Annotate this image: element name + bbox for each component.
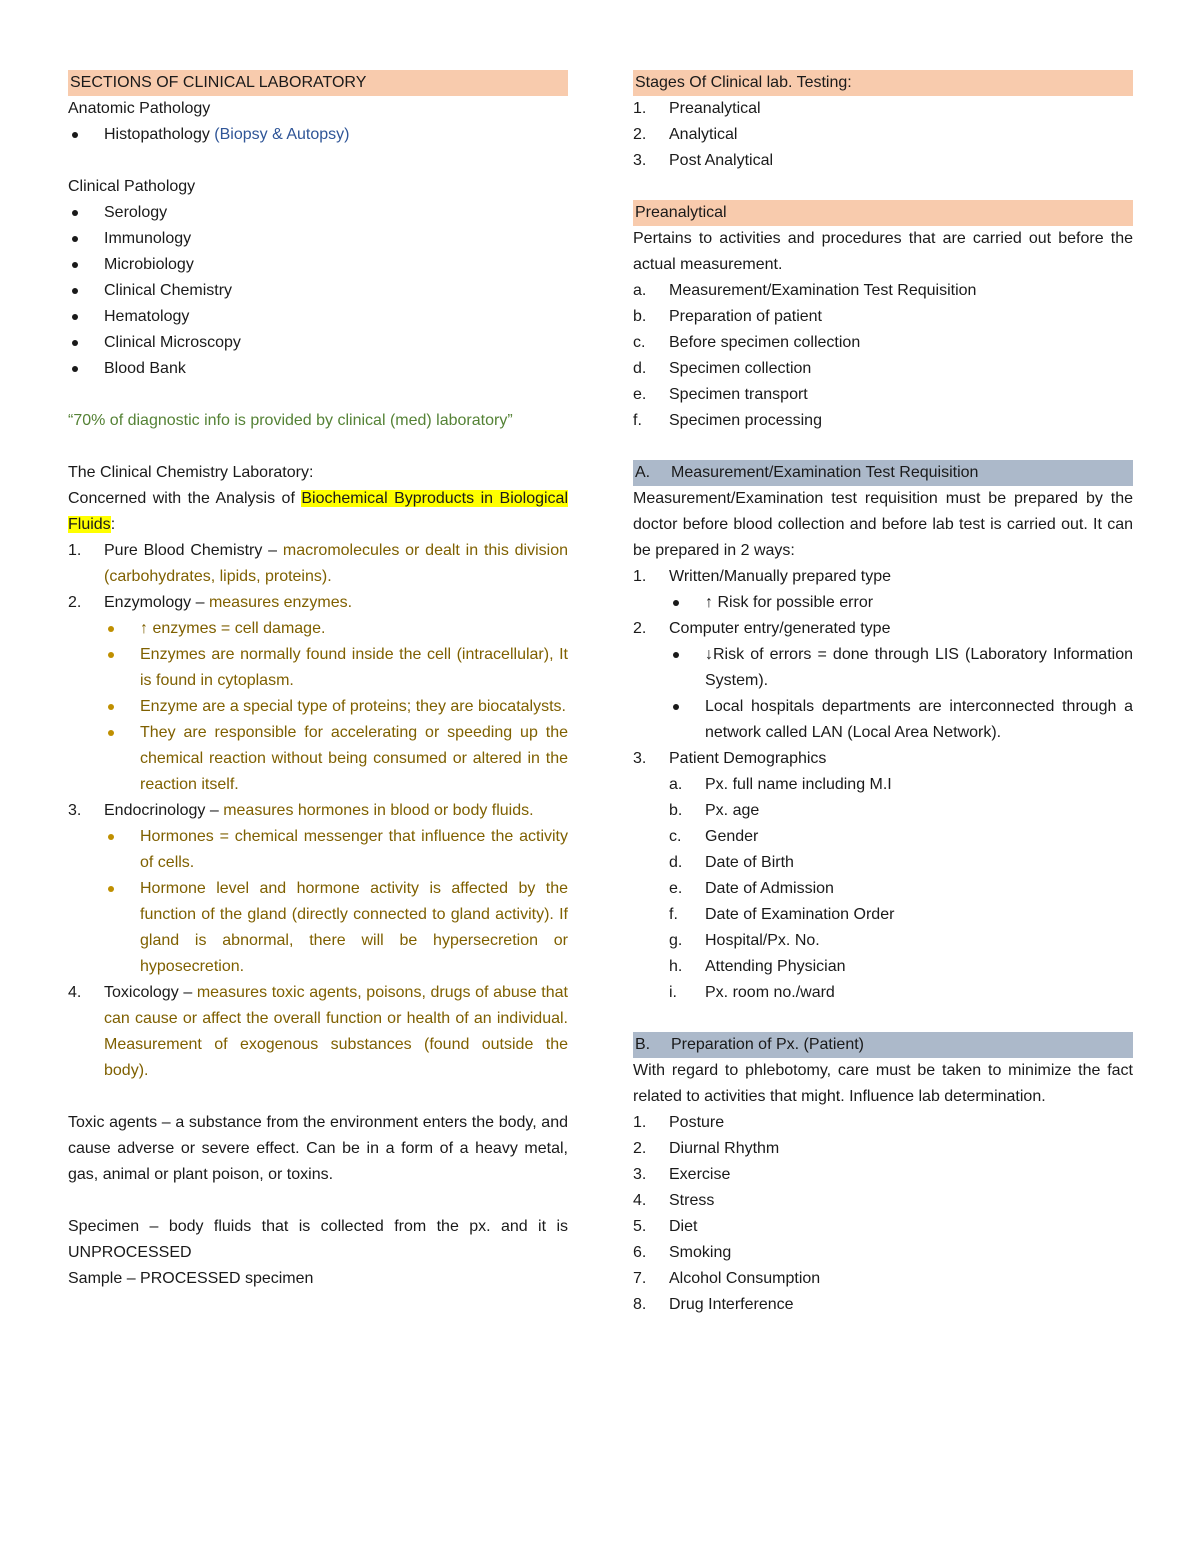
list-item: [633, 122, 1133, 148]
list-item-text: Stress: [669, 1192, 715, 1209]
list-item: [633, 382, 1133, 408]
list-item-text: Patient Demographics: [669, 750, 827, 767]
sub-bullet: [104, 876, 568, 980]
bullet-icon: [108, 652, 114, 658]
sample-definition: Sample – PROCESSED specimen: [68, 1270, 314, 1287]
list-item-text: Hospital/Px. No.: [705, 932, 820, 949]
item-number: f.: [633, 412, 642, 429]
item-number: 1.: [633, 568, 647, 585]
list-item-text: Preparation of patient: [669, 308, 822, 325]
list-item: [669, 928, 1133, 954]
list-item: [633, 1292, 1133, 1318]
list-item-text: Immunology: [104, 230, 192, 247]
item-number: 1.: [633, 100, 647, 117]
sections-heading: SECTIONS OF CLINICAL LABORATORY: [68, 70, 568, 96]
bullet-icon: [108, 626, 114, 632]
list-item: [669, 772, 1133, 798]
bullet-icon: [673, 704, 679, 710]
item-number: 3.: [68, 802, 82, 819]
bullet-icon: [72, 262, 78, 268]
histopathology-item: [68, 122, 568, 148]
list-item: [669, 902, 1133, 928]
histopathology-paren: (Biopsy & Autopsy): [214, 126, 350, 143]
diagnostic-quote: “70% of diagnostic info is provided by clinical (med) laboratory”: [68, 412, 513, 429]
item-number: 3.: [633, 1166, 647, 1183]
list-item-text: Hematology: [104, 308, 190, 325]
sub-bullet-text: ↑ Risk for possible error: [705, 594, 874, 611]
numbered-item-3: [68, 798, 568, 824]
item-number: a.: [669, 776, 683, 793]
sub-bullet: [669, 590, 1133, 616]
sub-bullet: [669, 694, 1133, 746]
sub-bullet: [104, 824, 568, 876]
item-number: f.: [669, 906, 678, 923]
sub-bullet-text: Enzymes are normally found inside the cell (intracellular), It is found in cytoplasm.: [140, 646, 568, 689]
item-number: b.: [633, 308, 647, 325]
item-desc: measures enzymes.: [208, 594, 353, 611]
preparation-heading: [633, 1032, 1133, 1058]
list-item-text: Serology: [104, 204, 168, 221]
list-item-text: Specimen collection: [669, 360, 812, 377]
item-name: Endocrinology –: [104, 802, 224, 819]
item-desc: measures hormones in blood or body fluids.: [223, 802, 534, 819]
sub-bullet: [104, 616, 568, 642]
list-item-text: Measurement/Examination Test Requisition: [669, 282, 977, 299]
numbered-item: [633, 616, 1133, 642]
item-number: e.: [633, 386, 647, 403]
item-number: 7.: [633, 1270, 647, 1287]
item-number: 4.: [68, 984, 82, 1001]
list-item-text: Clinical Microscopy: [104, 334, 241, 351]
item-number: c.: [669, 828, 682, 845]
item-number: i.: [669, 984, 677, 1001]
item-number: e.: [669, 880, 683, 897]
right-column: [633, 70, 1133, 1318]
highlighted-text: Biochemical Byproducts in Biological Fluids: [68, 490, 568, 533]
sub-bullet-text: ↓Risk of errors = done through LIS (Laboratory Information System).: [705, 646, 1133, 689]
list-item-text: Date of Examination Order: [705, 906, 895, 923]
sub-bullet: [104, 694, 568, 720]
bullet-icon: [72, 132, 78, 138]
stages-heading: Stages Of Clinical lab. Testing:: [633, 70, 1133, 96]
list-item: [633, 1188, 1133, 1214]
item-number: 2.: [633, 1140, 647, 1157]
list-item-text: Computer entry/generated type: [669, 620, 891, 637]
item-number: 3.: [633, 152, 647, 169]
list-item: [633, 148, 1133, 174]
item-number: c.: [633, 334, 646, 351]
list-item-text: Smoking: [669, 1244, 732, 1261]
sub-bullet-text: Enzyme are a special type of proteins; they are biocatalysts.: [140, 698, 566, 715]
item-number: 3.: [633, 750, 647, 767]
preanalytical-heading: Preanalytical: [633, 200, 1133, 226]
anatomic-pathology-label: Anatomic Pathology: [68, 100, 211, 117]
bullet-icon: [108, 886, 114, 892]
item-name: Enzymology –: [104, 594, 209, 611]
numbered-item: [633, 564, 1133, 590]
list-item: [68, 226, 568, 252]
item-desc: macromolecules or dealt in this division (carbohydrates, lipids, proteins).: [104, 542, 569, 585]
heading-letter: A.: [635, 464, 651, 481]
bullet-icon: [108, 730, 114, 736]
list-item: [633, 96, 1133, 122]
item-name: Pure Blood Chemistry –: [104, 542, 283, 559]
list-item: [68, 200, 568, 226]
concerned-prefix: Concerned with the Analysis of: [68, 490, 302, 507]
item-number: 8.: [633, 1296, 647, 1313]
sub-bullet-text: Hormone level and hormone activity is affected by the function of the gland (directly connected to gland activity). If gland is abnormal, there will be hypersecretion or hyposecretion.: [140, 880, 568, 975]
list-item-text: Attending Physician: [705, 958, 846, 975]
clinical-pathology-label: Clinical Pathology: [68, 178, 196, 195]
sub-bullet-text: Local hospitals departments are interconnected through a network called LAN (Local Area Network).: [705, 698, 1133, 741]
list-item-text: Px. full name including M.I: [705, 776, 892, 793]
list-item: [669, 980, 1133, 1006]
list-item-text: Specimen transport: [669, 386, 808, 403]
list-item: [669, 876, 1133, 902]
list-item-text: Diurnal Rhythm: [669, 1140, 780, 1157]
concerned-suffix: :: [110, 516, 116, 533]
list-item-text: Before specimen collection: [669, 334, 861, 351]
list-item-text: Preanalytical: [669, 100, 761, 117]
sub-bullet-text: ↑ enzymes = cell damage.: [140, 620, 326, 637]
item-number: d.: [669, 854, 683, 871]
list-item-text: Posture: [669, 1114, 725, 1131]
sub-bullet: [104, 642, 568, 694]
item-number: 5.: [633, 1218, 647, 1235]
list-item-text: Diet: [669, 1218, 698, 1235]
list-item: [669, 824, 1133, 850]
bullet-icon: [108, 704, 114, 710]
item-number: 1.: [633, 1114, 647, 1131]
item-number: g.: [669, 932, 683, 949]
item-number: b.: [669, 802, 683, 819]
ccl-heading: The Clinical Chemistry Laboratory:: [68, 464, 314, 481]
list-item: [633, 1162, 1133, 1188]
item-desc: measures toxic agents, poisons, drugs of abuse that can cause or affect the overall function or health of an individual. Measurement of exogenous substances (found outside the body).: [104, 984, 568, 1079]
item-number: h.: [669, 958, 683, 975]
list-item: [633, 1266, 1133, 1292]
item-number: d.: [633, 360, 647, 377]
list-item-text: Alcohol Consumption: [669, 1270, 821, 1287]
list-item: [68, 304, 568, 330]
requisition-heading: [633, 460, 1133, 486]
list-item-text: Post Analytical: [669, 152, 774, 169]
list-item: [68, 356, 568, 382]
preparation-description: With regard to phlebotomy, care must be taken to minimize the fact related to activities that might. Influence lab determination.: [633, 1062, 1133, 1105]
bullet-icon: [72, 236, 78, 242]
list-item: [68, 278, 568, 304]
list-item: [633, 278, 1133, 304]
bullet-icon: [72, 366, 78, 372]
item-number: 6.: [633, 1244, 647, 1261]
list-item-text: Px. room no./ward: [705, 984, 835, 1001]
list-item-text: Clinical Chemistry: [104, 282, 233, 299]
bullet-icon: [673, 600, 679, 606]
list-item: [633, 408, 1133, 434]
histopathology-text: Histopathology: [104, 126, 215, 143]
list-item: [633, 1110, 1133, 1136]
list-item-text: Microbiology: [104, 256, 194, 273]
sub-bullet: [104, 720, 568, 798]
list-item: [633, 1240, 1133, 1266]
list-item: [669, 850, 1133, 876]
list-item-text: Drug Interference: [669, 1296, 794, 1313]
item-number: a.: [633, 282, 647, 299]
list-item-text: Date of Admission: [705, 880, 834, 897]
list-item-text: Exercise: [669, 1166, 731, 1183]
list-item-text: Date of Birth: [705, 854, 794, 871]
bullet-icon: [673, 652, 679, 658]
requisition-description: Measurement/Examination test requisition must be prepared by the doctor before blood collection and before lab test is carried out. It can be prepared in 2 ways:: [633, 490, 1133, 559]
heading-text: Preparation of Px. (Patient): [671, 1036, 864, 1053]
item-number: 2.: [68, 594, 82, 611]
numbered-item: [633, 746, 1133, 772]
preanalytical-description: Pertains to activities and procedures that are carried out before the actual measurement.: [633, 230, 1133, 273]
list-item: [633, 330, 1133, 356]
heading-letter: B.: [635, 1036, 651, 1053]
bullet-icon: [72, 340, 78, 346]
list-item: [68, 252, 568, 278]
numbered-item-4: [68, 980, 568, 1084]
bullet-icon: [108, 834, 114, 840]
sub-bullet-text: They are responsible for accelerating or speeding up the chemical reaction without being consumed or altered in the reaction itself.: [140, 724, 568, 793]
list-item: [669, 798, 1133, 824]
bullet-icon: [72, 288, 78, 294]
bullet-icon: [72, 314, 78, 320]
toxic-agents-paragraph: Toxic agents – a substance from the environment enters the body, and cause adverse or severe effect. Can be in a form of a heavy metal, gas, animal or plant poison, or toxins.: [68, 1114, 568, 1183]
list-item-text: Blood Bank: [104, 360, 186, 377]
item-number: 4.: [633, 1192, 647, 1209]
list-item-text: Specimen processing: [669, 412, 822, 429]
item-number: 1.: [68, 542, 82, 559]
list-item: [633, 356, 1133, 382]
list-item: [633, 1136, 1133, 1162]
left-column: [68, 70, 568, 1292]
list-item-text: Analytical: [669, 126, 738, 143]
list-item: [669, 954, 1133, 980]
sub-bullet-text: Hormones = chemical messenger that influence the activity of cells.: [140, 828, 568, 871]
numbered-item-1: [68, 538, 568, 590]
list-item-text: Px. age: [705, 802, 760, 819]
list-item: [68, 330, 568, 356]
bullet-icon: [72, 210, 78, 216]
list-item-text: Written/Manually prepared type: [669, 568, 892, 585]
item-name: Toxicology –: [104, 984, 197, 1001]
list-item: [633, 304, 1133, 330]
list-item-text: Gender: [705, 828, 759, 845]
numbered-item-2: [68, 590, 568, 616]
specimen-definition: Specimen – body fluids that is collected from the px. and it is UNPROCESSED: [68, 1218, 568, 1261]
list-item: [633, 1214, 1133, 1240]
sub-bullet: [669, 642, 1133, 694]
concerned-paragraph: [68, 486, 568, 538]
heading-text: Measurement/Examination Test Requisition: [671, 464, 979, 481]
item-number: 2.: [633, 126, 647, 143]
item-number: 2.: [633, 620, 647, 637]
